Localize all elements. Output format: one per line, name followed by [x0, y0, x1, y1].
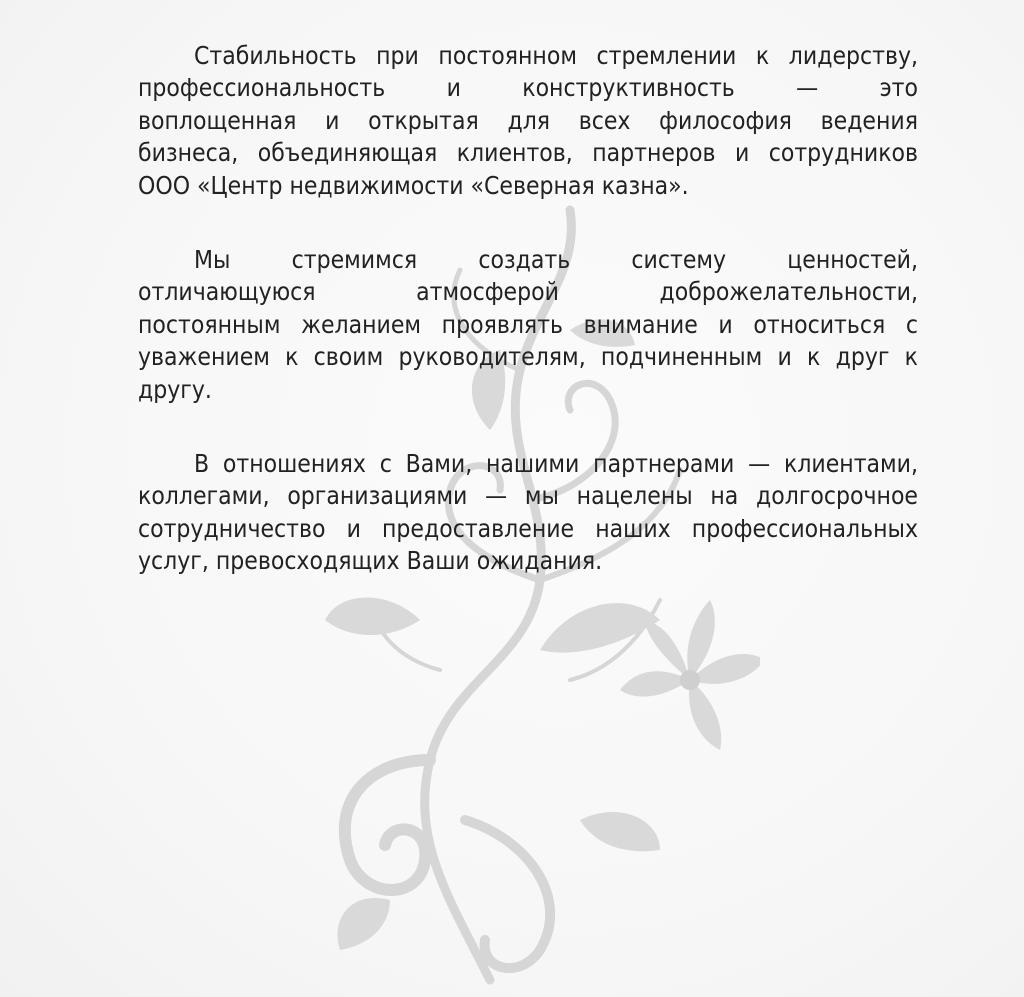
text-line: ООО «Центр недвижимости «Северная казна». — [138, 170, 689, 200]
text-line: сотрудничество и предоставление наших профессиональных — [138, 513, 918, 543]
paragraph-3 — [138, 448, 918, 578]
paragraph-1 — [138, 40, 918, 202]
text-line: другу. — [138, 374, 212, 404]
text-line: отличающуюся атмосферой доброжелательности, — [138, 277, 918, 307]
text-line: постоянным желанием проявлять внимание и относиться с — [138, 309, 918, 339]
text-line: коллегами, организациями — мы нацелены на долгосрочное — [138, 481, 918, 511]
paragraph-2 — [138, 244, 918, 406]
text-line: профессиональность и конструктивность — это — [138, 73, 918, 103]
text-line: В отношениях с Вами, нашими партнерами — клиентами, — [194, 449, 918, 479]
text-line: Стабильность при постоянном стремлении к лидерству, — [194, 41, 918, 70]
text-line: услуг, превосходящих Ваши ожидания. — [138, 546, 603, 576]
text-line: уважением к своим руководителям, подчиненным и к друг к — [138, 342, 918, 372]
document-body — [138, 40, 918, 620]
text-line: бизнеса, объединяющая клиентов, партнеров и сотрудников — [138, 138, 918, 168]
text-line: воплощенная и открытая для всех философия ведения — [138, 105, 918, 135]
text-line: Мы стремимся создать систему ценностей, — [194, 245, 918, 275]
